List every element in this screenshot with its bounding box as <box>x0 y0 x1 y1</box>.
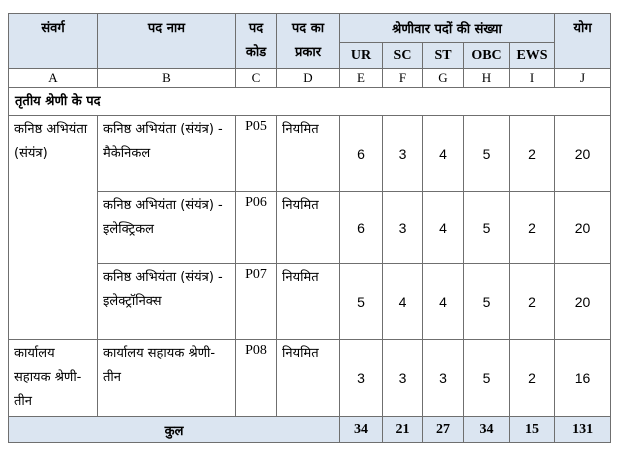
cadre-cell: कनिष्ठ अभियंता (संयंत्र) <box>9 116 98 340</box>
total-cell: 16 <box>555 340 611 417</box>
post-name-cell: कनिष्ठ अभियंता (संयंत्र) - मैकेनिकल <box>98 116 236 192</box>
posts-table <box>8 13 611 443</box>
st-cell: 4 <box>423 264 464 340</box>
header-post-code-line2: कोड <box>245 45 267 60</box>
post-name-cell: कार्यालय सहायक श्रेणी-तीन <box>98 340 236 417</box>
column-letter: C <box>236 69 277 88</box>
obc-cell: 5 <box>464 192 510 264</box>
column-letter: E <box>340 69 383 88</box>
header-post-type-line1: पद का <box>291 21 325 36</box>
header-ews: EWS <box>510 43 555 69</box>
post-code-cell: P06 <box>236 192 277 264</box>
post-code-cell: P07 <box>236 264 277 340</box>
ur-cell: 3 <box>340 340 383 417</box>
ur-cell: 6 <box>340 192 383 264</box>
ews-cell: 2 <box>510 192 555 264</box>
post-type-cell: नियमित <box>277 116 340 192</box>
sc-cell: 3 <box>383 192 423 264</box>
column-letter: A <box>9 69 98 88</box>
column-letter-row <box>9 69 611 88</box>
sc-cell: 3 <box>383 116 423 192</box>
header-post-type <box>277 14 340 69</box>
column-letter: F <box>383 69 423 88</box>
header-sc: SC <box>383 43 423 69</box>
column-letter: J <box>555 69 611 88</box>
header-category-group: श्रेणीवार पदों की संख्या <box>340 14 555 43</box>
footer-ews: 15 <box>510 417 555 443</box>
footer-ur: 34 <box>340 417 383 443</box>
post-type-cell: नियमित <box>277 192 340 264</box>
table-row <box>9 192 611 264</box>
table-row <box>9 264 611 340</box>
header-post-code <box>236 14 277 69</box>
sc-cell: 4 <box>383 264 423 340</box>
obc-cell: 5 <box>464 340 510 417</box>
footer-obc: 34 <box>464 417 510 443</box>
column-letter: G <box>423 69 464 88</box>
footer-label: कुल <box>9 417 340 443</box>
st-cell: 3 <box>423 340 464 417</box>
header-post-code-line1: पद <box>248 21 264 36</box>
footer-sc: 21 <box>383 417 423 443</box>
total-cell: 20 <box>555 192 611 264</box>
footer-st: 27 <box>423 417 464 443</box>
post-name-cell: कनिष्ठ अभियंता (संयंत्र) - इलेक्ट्रॉनिक्स <box>98 264 236 340</box>
header-st: ST <box>423 43 464 69</box>
column-letter: B <box>98 69 236 88</box>
total-cell: 20 <box>555 264 611 340</box>
column-letter: D <box>277 69 340 88</box>
ews-cell: 2 <box>510 116 555 192</box>
header-cadre: संवर्ग <box>9 14 98 69</box>
header-ur: UR <box>340 43 383 69</box>
column-letter: I <box>510 69 555 88</box>
ews-cell: 2 <box>510 264 555 340</box>
post-name-cell: कनिष्ठ अभियंता (संयंत्र) - इलेक्ट्रिकल <box>98 192 236 264</box>
post-code-cell: P08 <box>236 340 277 417</box>
header-total: योग <box>555 14 611 69</box>
post-code-cell: P05 <box>236 116 277 192</box>
footer-row <box>9 417 611 443</box>
header-post-type-line2: प्रकार <box>294 45 322 60</box>
cadre-cell: कार्यालय सहायक श्रेणी-तीन <box>9 340 98 417</box>
obc-cell: 5 <box>464 264 510 340</box>
header-post-name: पद नाम <box>98 14 236 69</box>
column-letter: H <box>464 69 510 88</box>
header-obc: OBC <box>464 43 510 69</box>
section-title: तृतीय श्रेणी के पद <box>9 88 611 116</box>
obc-cell: 5 <box>464 116 510 192</box>
table-row <box>9 340 611 417</box>
ews-cell: 2 <box>510 340 555 417</box>
ur-cell: 5 <box>340 264 383 340</box>
total-cell: 20 <box>555 116 611 192</box>
st-cell: 4 <box>423 192 464 264</box>
ur-cell: 6 <box>340 116 383 192</box>
sc-cell: 3 <box>383 340 423 417</box>
table-row <box>9 116 611 192</box>
footer-total: 131 <box>555 417 611 443</box>
st-cell: 4 <box>423 116 464 192</box>
post-type-cell: नियमित <box>277 264 340 340</box>
post-type-cell: नियमित <box>277 340 340 417</box>
